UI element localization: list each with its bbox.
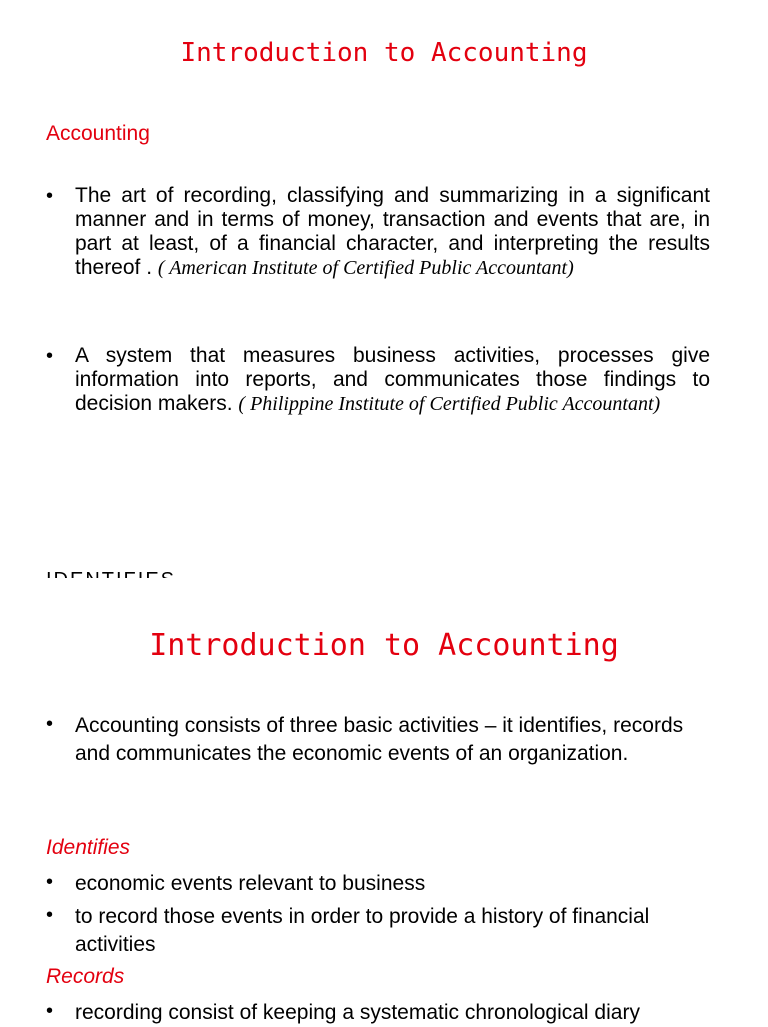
bullet-icon: • <box>46 904 54 926</box>
definition-text: A system that measures business activities, processes give information into reports, and communicates those findings to decision makers. <box>75 344 710 415</box>
list-item <box>46 903 710 959</box>
bullet-icon: • <box>46 185 54 207</box>
slide-2 <box>0 578 768 1024</box>
bullet-text <box>75 184 710 280</box>
list-item <box>46 999 710 1027</box>
accounting-heading: Accounting <box>46 122 150 145</box>
slide-2-title: Introduction to Accounting <box>149 628 619 663</box>
list-item <box>46 712 710 768</box>
cut-off-text <box>46 570 176 578</box>
citation: ( Philippine Institute of Certified Public Accountant) <box>238 393 661 415</box>
bullet-icon: • <box>46 345 54 367</box>
citation: ( American Institute of Certified Public Accountant) <box>157 257 574 279</box>
list-item <box>46 344 710 416</box>
list-item <box>46 870 710 898</box>
records-heading: Records <box>46 965 125 988</box>
slide-1-title: Introduction to Accounting <box>180 38 588 68</box>
bullet-text: economic events relevant to business <box>75 872 426 895</box>
bullet-icon: • <box>46 871 54 893</box>
bullet-text: recording consist of keeping a systematic chronological diary <box>75 1001 640 1024</box>
bullet-text: to record those events in order to provide a history of financial activities <box>75 905 650 956</box>
definition-text: The art of recording, classifying and summarizing in a significant manner and in terms of money, transaction and events that are, in part at least, of a financial character, and interpreting the results thereof . <box>75 184 710 279</box>
bullet-icon: • <box>46 713 54 735</box>
identifies-heading: Identifies <box>46 836 131 859</box>
bullet-text <box>75 344 710 416</box>
bullet-icon: • <box>46 1000 54 1022</box>
intro-bullet-text: Accounting consists of three basic activities – it identifies, records and communicates the economic events of an organization. <box>75 714 684 765</box>
list-item <box>46 184 710 280</box>
